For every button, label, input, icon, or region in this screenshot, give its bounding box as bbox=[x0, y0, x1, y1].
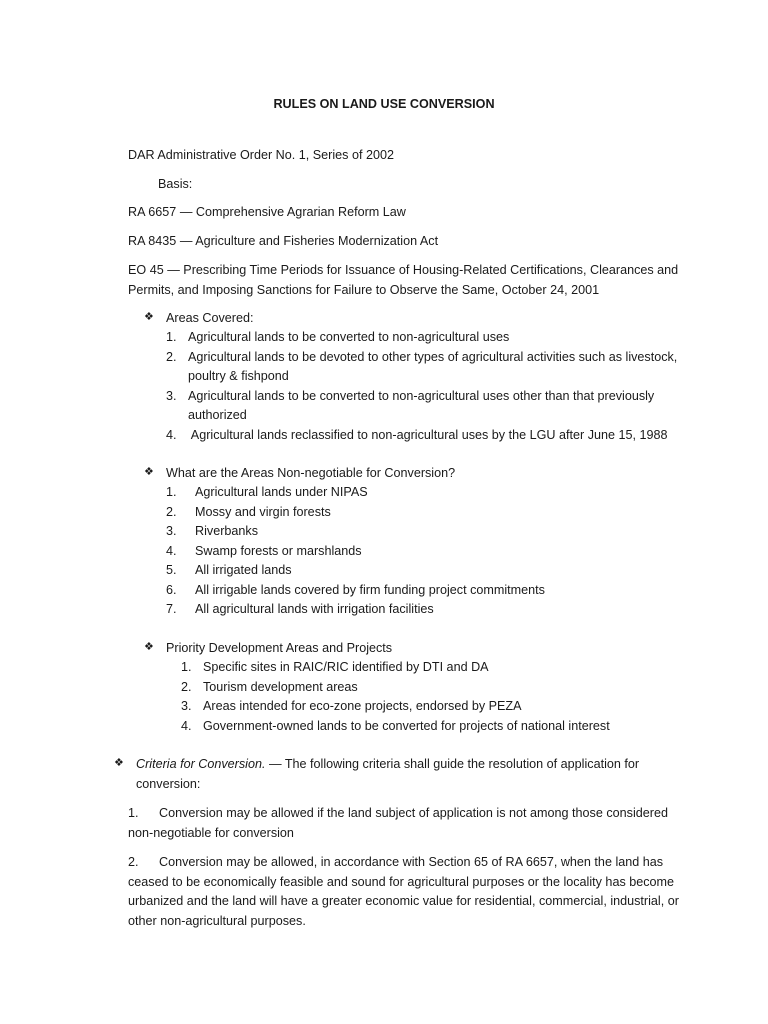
diamond-bullet-icon: ❖ bbox=[144, 466, 154, 478]
item-number: 2. bbox=[166, 349, 177, 364]
criteria-paragraph bbox=[136, 755, 696, 794]
list-item bbox=[181, 717, 681, 737]
item-number: 1. bbox=[166, 485, 177, 499]
item-text: Areas intended for eco-zone projects, endorsed by PEZA bbox=[203, 699, 522, 713]
basis-ra6657: RA 6657 — Comprehensive Agrarian Reform Law bbox=[128, 205, 406, 219]
list-item bbox=[166, 561, 666, 581]
item-text: Riverbanks bbox=[195, 524, 258, 538]
criteria-text: — The following criteria shall guide the resolution of application for bbox=[265, 757, 640, 771]
list-item bbox=[181, 678, 681, 698]
item-text: other non-agricultural purposes. bbox=[128, 913, 306, 928]
list-item bbox=[166, 522, 666, 542]
list-item bbox=[166, 387, 696, 426]
diamond-bullet-icon: ❖ bbox=[144, 311, 154, 323]
list-item bbox=[166, 600, 666, 620]
item-number: 4. bbox=[166, 543, 177, 558]
item-number: 6. bbox=[166, 582, 177, 597]
item-number: 3. bbox=[181, 699, 192, 713]
item-text: Tourism development areas bbox=[203, 679, 358, 694]
list-item bbox=[181, 658, 681, 678]
criterion-2 bbox=[128, 853, 698, 931]
item-text: Conversion may be allowed if the land subject of application is not among those considered bbox=[159, 806, 668, 820]
item-number: 7. bbox=[166, 602, 177, 616]
item-text: Agricultural lands to be devoted to other types of agricultural activities such as livestock, bbox=[188, 349, 678, 364]
list-item bbox=[166, 348, 696, 387]
item-text: Agricultural lands to be converted to non-agricultural uses other than that previously bbox=[188, 388, 655, 403]
item-text: All irrigated lands bbox=[195, 563, 292, 577]
item-text: Conversion may be allowed, in accordance with Section 65 of RA 6657, when the land has bbox=[159, 855, 664, 869]
item-number: 1. bbox=[166, 330, 177, 344]
criteria-label: Criteria for Conversion. bbox=[136, 757, 266, 771]
item-text: All agricultural lands with irrigation facilities bbox=[195, 602, 434, 616]
item-number: 1. bbox=[181, 660, 192, 674]
item-number: 3. bbox=[166, 524, 177, 538]
item-text: Swamp forests or marshlands bbox=[195, 543, 362, 558]
list-item bbox=[166, 581, 666, 601]
item-number: 4. bbox=[166, 427, 177, 442]
list-item bbox=[181, 697, 681, 717]
diamond-bullet-icon: ❖ bbox=[114, 757, 124, 769]
item-text: Agricultural lands reclassified to non-agricultural uses by the LGU after June 15, 1988 bbox=[188, 427, 668, 442]
document-title: RULES ON LAND USE CONVERSION bbox=[273, 97, 495, 111]
item-text: non-negotiable for conversion bbox=[128, 825, 294, 840]
item-number: 1. bbox=[128, 806, 139, 820]
list-item bbox=[166, 328, 696, 348]
priority-heading: Priority Development Areas and Projects bbox=[166, 641, 393, 655]
criterion-1 bbox=[128, 804, 688, 843]
item-number: 5. bbox=[166, 563, 177, 577]
item-text: Mossy and virgin forests bbox=[195, 504, 331, 519]
non-negotiable-list bbox=[166, 483, 666, 620]
eo45-line: Permits, and Imposing Sanctions for Failure to Observe the Same, October 24, 2001 bbox=[128, 282, 600, 297]
priority-list bbox=[181, 658, 681, 736]
non-negotiable-heading: What are the Areas Non-negotiable for Conversion? bbox=[166, 466, 456, 480]
basis-ra8435: RA 8435 — Agriculture and Fisheries Modernization Act bbox=[128, 234, 439, 248]
item-text: All irrigable lands covered by firm funding project commitments bbox=[195, 582, 545, 597]
criteria-text: conversion: bbox=[136, 776, 201, 791]
item-text: Specific sites in RAIC/RIC identified by DTI and DA bbox=[203, 660, 489, 674]
item-text: Agricultural lands to be converted to non-agricultural uses bbox=[188, 330, 510, 344]
areas-covered-heading: Areas Covered: bbox=[166, 311, 254, 325]
eo45-line: EO 45 — Prescribing Time Periods for Issuance of Housing-Related Certifications, Clearances and bbox=[128, 263, 679, 277]
list-item bbox=[166, 426, 696, 446]
diamond-bullet-icon: ❖ bbox=[144, 641, 154, 653]
list-item bbox=[166, 483, 666, 503]
item-text: Agricultural lands under NIPAS bbox=[195, 485, 368, 499]
item-number: 2. bbox=[166, 504, 177, 519]
item-text: urbanized and the land will have a greater economic value for residential, commercial, industrial, or bbox=[128, 894, 679, 908]
areas-covered-list bbox=[166, 328, 696, 445]
item-number: 3. bbox=[166, 388, 177, 403]
list-item bbox=[166, 542, 666, 562]
basis-label: Basis: bbox=[158, 177, 193, 191]
item-number: 2. bbox=[128, 855, 139, 869]
administrative-order: DAR Administrative Order No. 1, Series of 2002 bbox=[128, 148, 394, 162]
item-text: poultry & fishpond bbox=[188, 369, 289, 383]
basis-eo45 bbox=[128, 261, 728, 300]
item-number: 2. bbox=[181, 679, 192, 694]
item-text: authorized bbox=[188, 408, 247, 422]
item-number: 4. bbox=[181, 718, 192, 733]
list-item bbox=[166, 503, 666, 523]
item-text: Government-owned lands to be converted for projects of national interest bbox=[203, 718, 610, 733]
item-text: ceased to be economically feasible and sound for agricultural purposes or the locality has become bbox=[128, 874, 675, 889]
